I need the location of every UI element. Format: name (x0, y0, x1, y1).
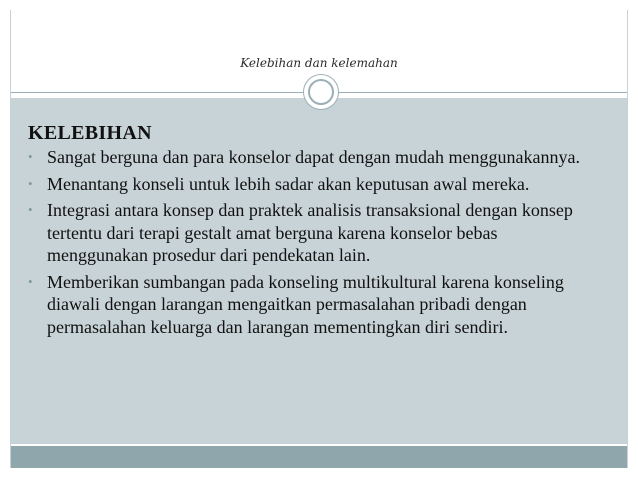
bullet-item (28, 173, 588, 196)
bullet-dot-icon: • (28, 175, 33, 191)
bullet-text: Integrasi antara konsep dan praktek analisis transaksional dengan konsep tertentu dari terapi gestalt amat berguna karena konselor bebas menggunakan prosedur dari pendekatan lain. (47, 200, 573, 265)
bullet-list (28, 146, 588, 342)
bullet-text: Sangat berguna dan para konselor dapat dengan mudah menggunakannya. (47, 147, 580, 167)
bullet-dot-icon: • (28, 202, 33, 217)
bullet-item (28, 271, 588, 339)
decorative-circle-icon (303, 74, 339, 110)
slide (10, 10, 628, 468)
slide-title: Kelebihan dan kelemahan (240, 56, 398, 70)
decorative-inner-circle (308, 79, 334, 105)
bullet-item (28, 199, 588, 267)
bullet-text: Menantang konseli untuk lebih sadar akan keputusan awal mereka. (47, 173, 530, 194)
bullet-text: Memberikan sumbangan pada konseling multikultural karena konseling diawali dengan larangan mengaitkan permasalahan pribadi dengan permasalahan keluarga dan larangan mementingkan diri sendiri. (47, 271, 564, 337)
bullet-dot-icon: • (28, 149, 33, 164)
bullet-item (28, 146, 588, 169)
footer-bar (11, 446, 627, 468)
content-panel (11, 98, 627, 444)
section-heading: KELEBIHAN (28, 122, 152, 144)
bullet-dot-icon: • (28, 273, 33, 289)
